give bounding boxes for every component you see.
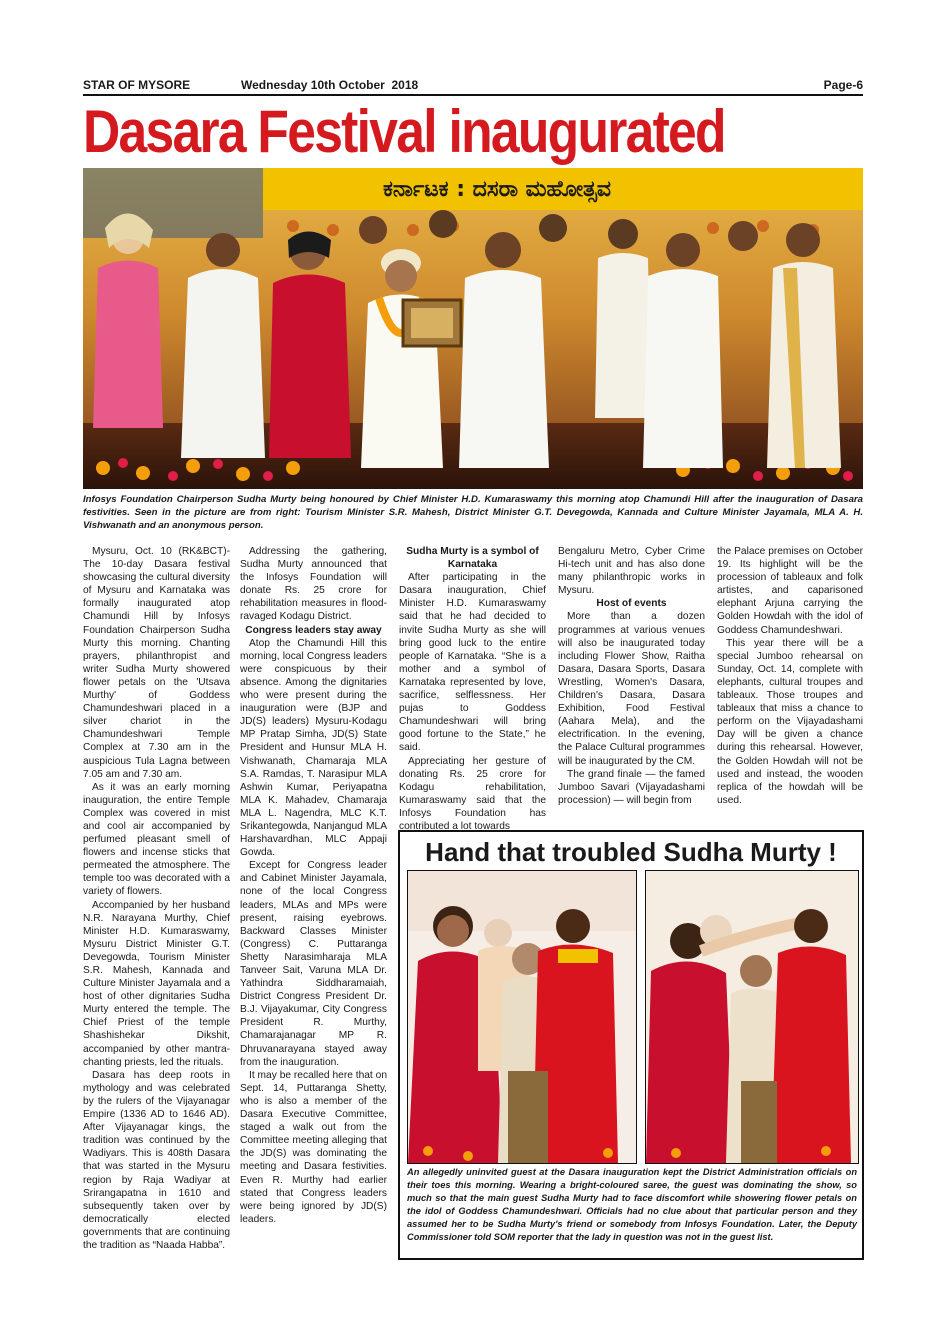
page-number: Page-6: [823, 78, 863, 92]
col2-subhead: Congress leaders stay away: [245, 624, 382, 636]
box-caption: An allegedly uninvited guest at the Dasara inauguration kept the District Administration officials on their toes this morning. Wearing a bright-coloured saree, the guest was dominating the show, so much so that the main guest Sudha Murty had to face discomfort while showering flower petals on the idol of Goddess Chamundeshwari. Officials had no clue about that particular person and they assumed her to be Sudha Murty's friend or somebody from Infosys Foundation. Later, the Deputy Commissioner told SOM reporter that the lady in question was not in the guest list.: [407, 1167, 857, 1242]
sidebar-story-box: [398, 830, 864, 1260]
col1-para-2: As it was an early morning inauguration, the entire Temple Complex was covered in mist and cool air accompanied by perfumed pleasant smell of flowers and incense sticks that permeated the atmosphere. The temple too was decorated with a variety of flowers.: [83, 781, 230, 898]
masthead-rule: [83, 94, 863, 96]
col3-para-2: Appreciating her gesture of donating Rs. 25 crore for Kodagu rehabilitation, Kumaraswamy said that the Infosys Foundation has contributed a lot towards: [399, 755, 546, 832]
article-column-4: [558, 545, 705, 807]
main-photo: [83, 168, 863, 489]
col1-para-3: Accompanied by her husband N.R. Narayana Murthy, Chief Minister H.D. Kumaraswamy, Mysuru District Minister G.T. Devegowda, Tourism Minister S.R. Mahesh, Kannada and Culture Minister Jayamala and a host of other dignitaries Sudha Murty entered the temple. The Chief Priest of the temple Shashishekar Dikshit, accompanied by other mantra-chanting priests, led the rituals.: [83, 899, 230, 1068]
col5-para-2: This year there will be a special Jumboo rehearsal on Sunday, Oct. 14, complete with elephants, cultural troupes and tableaux. Those troupes and tableaux that miss a chance to perform on the Vijayadashami Day will be given a chance during this rehearsal. However, the Golden Howdah will not be used and instead, the wooden replica of the howdah will be used.: [717, 637, 863, 806]
col1-para-1: Mysuru, Oct. 10 (RK&BCT)- The 10-day Dasara festival showcasing the cultural diversity of Mysuru and Karnataka was formally inaugurated atop Chamundi Hill by Infosys Foundation Chairperson Sudha Murty this morning. Chanting prayers, philanthropist and writer Sudha Murty showered flower petals on the 'Utsava Murthy' of Goddess Chamundeshwari placed in a silver chariot in the Chamundeshwari Temple Complex at 7.30 am in the auspicious Tula Lagna between 7.05 am and 7.30 am.: [83, 546, 230, 780]
box-photo-right: [645, 870, 859, 1164]
col2-para-1: Addressing the gathering, Sudha Murty announced that the Infosys Foundation will donate Rs. 25 crore for rehabilitation measures in flood-ravaged Kodagu District.: [240, 546, 387, 623]
col4-subhead: Host of events: [596, 598, 667, 610]
col4-para-2: More than a dozen programmes at various venues will also be inaugurated today including Flower Show, Raitha Dasara, Dasara Sports, Dasara Wrestling, Women's Dasara, Children's Dasara, Dasara Exhibition, Food Festival (Aahara Mela), and the electrification. In the evening, the Palace Cultural programmes will be inaugurated by the CM.: [558, 611, 705, 767]
article-column-2: [240, 545, 387, 1226]
page-headline: Dasara Festival inaugurated: [83, 98, 725, 165]
col2-para-2: Atop the Chamundi Hill this morning, local Congress leaders were conspicuous by their absence. Among the dignitaries who were present during the inauguration were (BJP and JD(S) leaders) Mysuru-Kodagu MP Pratap Simha, JD(S) State President and Hunsur MLA H. Vishwanath, Chamaraja MLA S.A. Ramdas, T. Narasipur MLA Ashwin Kumar, Periyapatna MLA K. Mahadev, Chamaraja MLA L. Nagendra, MLC K.T. Srikantegowda, Nanjangud MLA Harshavardhan, MLC Appaji Gowda.: [240, 637, 387, 859]
col4-para-3: The grand finale — the famed Jumboo Savari (Vijayadashami procession) — will begin from: [558, 768, 705, 806]
col1-para-4: Dasara has deep roots in mythology and was celebrated by the rulers of the Vijayanagar Empire (1336 AD to 1646 AD). After Vijayanagar kings, the tradition was continued by the Wadiyars. This is 408th Dasara that was started in the Mysuru region by Raja Wadiyar at Srirangapatna in 1610 and subsequently taken over by democratically elected governments that are continuing the tradition as “Naada Habba”.: [83, 1069, 230, 1251]
banner-text: ಕರ್ನಾಟಕ : ದಸರಾ ಮಹೋತ್ಸವ: [383, 177, 611, 202]
col4-para-1: Bengaluru Metro, Cyber Crime Hi-tech unit and has also done many philanthropic works in Mysuru.: [558, 546, 705, 597]
box-photo-left: [407, 870, 637, 1164]
masthead: [83, 78, 863, 94]
article-column-5: [717, 545, 863, 807]
issue-date: Wednesday 10th October 2018: [241, 78, 419, 92]
col3-subhead: Sudha Murty is a symbol of Karnataka: [406, 546, 539, 571]
box-photo-left-illustration: [408, 871, 636, 1163]
paper-name: STAR OF MYSORE: [83, 78, 191, 92]
col5-para-1: the Palace premises on October 19. Its highlight will be the procession of tableaux and folk artistes, and caparisoned elephant Arjuna carrying the Golden Howdah with the idol of Goddess Chamundeshwari.: [717, 546, 863, 636]
article-column-1: [83, 545, 230, 1252]
col2-para-4: It may be recalled here that on Sept. 14, Puttaranga Shetty, who is also a member of the Dasara Executive Committee, staged a walk out from the Committee meeting alleging that the JD(S) was dominating the meeting and Dasara festivities. Even R. Murthy had earlier stated that Congress leaders were being ignored by JD(S) leaders.: [240, 1069, 387, 1225]
col3-para-1: After participating in the Dasara inauguration, Chief Minister H.D. Kumaraswamy said that he had decided to invite Sudha Murty as she will bring good luck to the entire people of Karnataka. “She is a mother and a symbol of Karnataka represented by love, sacrifice, selflessness. Her pujas to Goddess Chamundeshwari will bring good fortune to the State,” he said.: [399, 572, 546, 754]
article-column-3: [399, 545, 546, 833]
box-headline: Hand that troubled Sudha Murty !: [425, 837, 837, 867]
box-photo-right-illustration: [646, 871, 858, 1163]
main-photo-illustration: [83, 168, 863, 489]
col2-para-3: Except for Congress leader and Cabinet Minister Jayamala, none of the local Congress leaders, MLAs and MPs were present, raising eyebrows. Backward Classes Minister (Congress) C. Puttaranga Shetty Narasimharaja MLA Tanveer Sait, Varuna MLA Dr. Yathindra Siddharamaiah, District Congress President Dr. B.J. Vijayakumar, City Congress President R. Murthy, Chamarajanagar MP R. Dhruvanarayana stayed away from the inauguration.: [240, 860, 387, 1068]
main-photo-caption: Infosys Foundation Chairperson Sudha Murty being honoured by Chief Minister H.D. Kumaraswamy this morning atop Chamundi Hill after the inauguration of Dasara festivities. Seen in the picture are from right: Tourism Minister S.R. Mahesh, District Minister G.T. Devegowda, Kannada and Culture Minister Jayamala, MLA A. H. Vishwanath and an anonymous person.: [83, 494, 863, 531]
